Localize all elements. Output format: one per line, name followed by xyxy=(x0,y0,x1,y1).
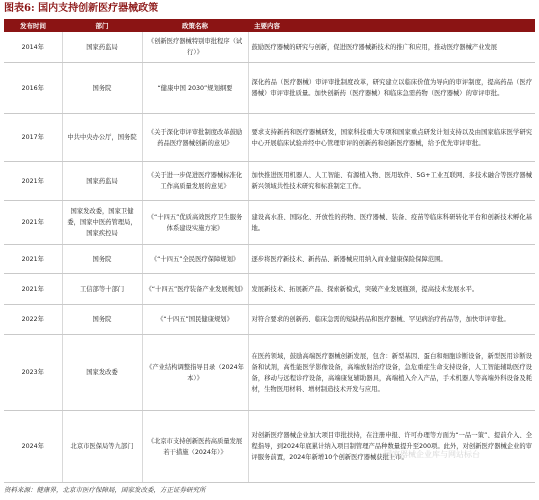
table-row xyxy=(4,245,535,274)
header-content: 主要内容 xyxy=(248,19,535,32)
header-name: 政策名称 xyxy=(142,19,248,32)
row-content: 加快推进医用机器人、人工智能、有源植入物、医用软件、5G+工业互联网、多技术融合等医疗器械新兴领域共性技术研究和标准制定工作。 xyxy=(248,162,535,201)
row-time: 2017年 xyxy=(4,114,62,162)
watermark: 国家器械企业库与网站标台 xyxy=(384,450,480,459)
row-content: 深化药品（医疗器械）审评审批制度改革，研究建立以临床价值为导向的审评制度，提高药品（医疗器械）审评审批质量。加快创新药（医疗器械）和临床急需药物（医疗器械）的审评审批。 xyxy=(248,63,535,114)
source-note: 资料来源：健康界，北京市医疗保障局，国家发改委，方正证券研究所 xyxy=(4,486,206,494)
row-time: 2021年 xyxy=(4,201,62,245)
row-content: 对符合要求的创新药、临床急需的短缺药品和医疗器械、罕见病治疗药品等，加快审评审批。 xyxy=(248,305,535,335)
row-dept: 国务院 xyxy=(62,305,142,335)
table-row xyxy=(4,32,535,63)
row-time: 2014年 xyxy=(4,32,62,63)
row-dept: 国家药监局 xyxy=(62,32,142,63)
table-row xyxy=(4,114,535,162)
header-dept: 部门 xyxy=(62,19,142,32)
row-time: 2021年 xyxy=(4,245,62,274)
row-time: 2024年 xyxy=(4,411,62,483)
row-policy-name: 《关于进一步促进医疗器械标准化工作高质量发展的意见》 xyxy=(142,162,248,201)
table-row xyxy=(4,63,535,114)
row-content: 建设高水准、国际化、开放性的药物、医疗器械、装备、疫苗等临床科研转化平台和创新技术孵化基地。 xyxy=(248,201,535,245)
row-policy-name: 《创新医疗器械特别审批程序（试行）》 xyxy=(142,32,248,63)
row-policy-name: 《“十四五”优质高效医疗卫生服务体系建设实施方案》 xyxy=(142,201,248,245)
row-policy-name: “健康中国 2030”规划纲要 xyxy=(142,63,248,114)
row-dept: 北京市医保局等九部门 xyxy=(62,411,142,483)
row-dept: 中共中央办公厅，国务院 xyxy=(62,114,142,162)
table-row xyxy=(4,274,535,305)
row-time: 2016年 xyxy=(4,63,62,114)
row-content: 在医药领域，鼓励高端医疗器械创新发展，包含：新型基因、蛋白和细胞诊断设备，新型医用诊断设备和试剂，高性能医学影像设备，高端放射治疗设备，急危重症生命支持设备，人工智能辅助医疗设备，移动与远程诊疗设备，高端康复辅助器具，高端植入介入产品，手术机器人等高端外科设备及耗材，生物医用材料、增材制造技术开发与应用。 xyxy=(248,335,535,411)
row-time: 2023年 xyxy=(4,335,62,411)
table-header-row xyxy=(4,19,535,32)
row-content: 鼓励医疗器械的研究与创新，促进医疗器械新技术的推广和应用，推动医疗器械产业发展 xyxy=(248,32,535,63)
table-row xyxy=(4,201,535,245)
row-dept: 国家药监局 xyxy=(62,162,142,201)
policy-table xyxy=(4,19,535,483)
table-row xyxy=(4,162,535,201)
row-dept: 国家发改委 xyxy=(62,335,142,411)
row-dept: 国家发改委，国家卫健委，国家中医药管理局，国家疾控局 xyxy=(62,201,142,245)
row-time: 2022年 xyxy=(4,305,62,335)
row-dept: 国务院 xyxy=(62,245,142,274)
row-policy-name: 《“十四五”医疗装备产业发展规划》 xyxy=(142,274,248,305)
row-time: 2021年 xyxy=(4,162,62,201)
row-time: 2021年 xyxy=(4,274,62,305)
row-policy-name: 《“十四五”国民健康规划》 xyxy=(142,305,248,335)
figure-title: 图表6: 国内支持创新医疗器械政策 xyxy=(4,3,159,14)
row-content: 发展新技术、拓展新产品、探索新模式，突破产业发展瓶颈，提高技术发展水平。 xyxy=(248,274,535,305)
row-content: 对创新医疗器械企业加大项目审批扶持，在注册申报、许可办理等方面为“一品一策”、提前介入、全程指导，到2024年底累计纳入项目制管理产品种数量提升至200项。此外，对创新医疗器械企业的审评服务前置，2024年新增10个创新医疗器械获批上市。 xyxy=(248,411,535,483)
table-row xyxy=(4,411,535,483)
row-dept: 工信部等十部门 xyxy=(62,274,142,305)
row-content: 逐步将医疗新技术、新药品、新器械应用纳入商业健康保险保障范围。 xyxy=(248,245,535,274)
header-time: 发布时间 xyxy=(4,19,62,32)
table-row xyxy=(4,335,535,411)
row-policy-name: 《“十四五”全民医疗保障规划》 xyxy=(142,245,248,274)
row-dept: 国务院 xyxy=(62,63,142,114)
row-content: 要求支持新药和医疗器械研发，国家科技重大专项和国家重点研发计划支持以及由国家临床医学研究中心开展临床试验并经中心管理审评的创新药和创新医疗器械，给予优先审评审批。 xyxy=(248,114,535,162)
row-policy-name: 《产业结构调整指导目录（2024年本）》 xyxy=(142,335,248,411)
row-policy-name: 《关于深化审评审批制度改革鼓励药品医疗器械创新的意见》 xyxy=(142,114,248,162)
row-policy-name: 《北京市支持创新医药高质量发展若干措施（2024年）》 xyxy=(142,411,248,483)
table-row xyxy=(4,305,535,335)
